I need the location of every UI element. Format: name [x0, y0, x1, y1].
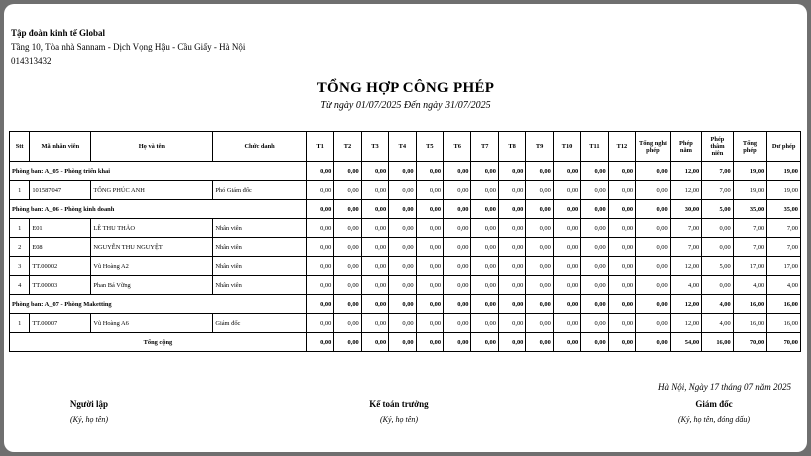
value-cell: 0,00 [702, 238, 734, 257]
department-row [10, 200, 801, 219]
column-header: T12 [608, 132, 635, 162]
value-cell: 0,00 [581, 238, 608, 257]
value-cell: 0,00 [553, 333, 580, 352]
employee-row [10, 314, 801, 333]
column-header: T7 [471, 132, 498, 162]
value-cell: 0,00 [526, 162, 553, 181]
value-cell: 0,00 [581, 257, 608, 276]
director-signature [654, 399, 774, 424]
value-cell: 0,00 [498, 219, 525, 238]
value-cell: 0,00 [334, 238, 361, 257]
value-cell: 0,00 [389, 238, 416, 257]
value-cell: 19,00 [733, 162, 767, 181]
value-cell: 0,00 [416, 181, 443, 200]
column-header: T10 [553, 132, 580, 162]
value-cell: 0,00 [389, 257, 416, 276]
value-cell: 0,00 [581, 162, 608, 181]
value-cell: 16,00 [767, 314, 801, 333]
value-cell: 0,00 [444, 314, 471, 333]
value-cell: 0,00 [498, 162, 525, 181]
value-cell: 0,00 [306, 314, 333, 333]
value-cell: 0,00 [389, 162, 416, 181]
value-cell: 19,00 [733, 181, 767, 200]
column-header: Tổng nghỉ phép [636, 132, 671, 162]
value-cell: 0,00 [389, 276, 416, 295]
accountant-role: Kế toán trưởng [369, 399, 429, 409]
value-cell: 0,00 [498, 200, 525, 219]
column-header: Họ và tên [91, 132, 213, 162]
table-body [10, 162, 801, 352]
value-cell: 0,00 [334, 257, 361, 276]
value-cell: 0,00 [608, 219, 635, 238]
row-number: 1 [10, 181, 30, 200]
value-cell: 0,00 [389, 314, 416, 333]
value-cell: 0,00 [498, 257, 525, 276]
value-cell: 0,00 [471, 333, 498, 352]
value-cell: 0,00 [389, 181, 416, 200]
value-cell: 0,00 [702, 276, 734, 295]
column-header: Chức danh [213, 132, 307, 162]
value-cell: 5,00 [702, 257, 734, 276]
value-cell: 0,00 [306, 162, 333, 181]
value-cell: 0,00 [416, 238, 443, 257]
value-cell: 0,00 [389, 295, 416, 314]
row-number: 4 [10, 276, 30, 295]
value-cell: 19,00 [767, 181, 801, 200]
value-cell: 7,00 [733, 238, 767, 257]
value-cell: 35,00 [767, 200, 801, 219]
value-cell: 0,00 [498, 295, 525, 314]
value-cell: 0,00 [416, 295, 443, 314]
total-row [10, 333, 801, 352]
company-address: Tầng 10, Tòa nhà Sannam - Dịch Vọng Hậu - Cầu Giấy - Hà Nội [11, 42, 246, 52]
value-cell: 0,00 [361, 238, 388, 257]
value-cell: 0,00 [608, 333, 635, 352]
value-cell: 0,00 [526, 276, 553, 295]
value-cell: 0,00 [553, 219, 580, 238]
row-number: 2 [10, 238, 30, 257]
employee-code: 101587047 [30, 181, 91, 200]
employee-title: Nhân viên [213, 276, 307, 295]
value-cell: 7,00 [733, 219, 767, 238]
value-cell: 0,00 [636, 257, 671, 276]
employee-code: TT.00007 [30, 314, 91, 333]
value-cell: 0,00 [471, 162, 498, 181]
value-cell: 0,00 [389, 333, 416, 352]
value-cell: 0,00 [416, 314, 443, 333]
value-cell: 0,00 [636, 295, 671, 314]
column-header: T11 [581, 132, 608, 162]
value-cell: 0,00 [334, 314, 361, 333]
value-cell: 4,00 [670, 276, 702, 295]
employee-row [10, 238, 801, 257]
employee-row [10, 219, 801, 238]
value-cell: 0,00 [636, 333, 671, 352]
value-cell: 0,00 [526, 200, 553, 219]
value-cell: 0,00 [334, 219, 361, 238]
value-cell: 0,00 [334, 200, 361, 219]
value-cell: 0,00 [416, 200, 443, 219]
column-header: Tổng phép [733, 132, 767, 162]
value-cell: 0,00 [444, 257, 471, 276]
employee-row [10, 276, 801, 295]
value-cell: 0,00 [334, 276, 361, 295]
value-cell: 0,00 [636, 219, 671, 238]
value-cell: 16,00 [733, 295, 767, 314]
value-cell: 0,00 [306, 200, 333, 219]
value-cell: 0,00 [608, 295, 635, 314]
employee-row [10, 257, 801, 276]
column-header: Phép năm [670, 132, 702, 162]
value-cell: 0,00 [636, 162, 671, 181]
value-cell: 0,00 [444, 162, 471, 181]
value-cell: 0,00 [471, 276, 498, 295]
preparer-signature [44, 399, 134, 424]
employee-name: TỐNG PHÚC ANH [91, 181, 213, 200]
value-cell: 0,00 [471, 238, 498, 257]
value-cell: 0,00 [361, 295, 388, 314]
value-cell: 0,00 [553, 257, 580, 276]
value-cell: 12,00 [670, 314, 702, 333]
value-cell: 0,00 [361, 219, 388, 238]
value-cell: 0,00 [636, 276, 671, 295]
employee-name: LÊ THU THẢO [91, 219, 213, 238]
value-cell: 0,00 [389, 219, 416, 238]
value-cell: 0,00 [361, 200, 388, 219]
value-cell: 12,00 [670, 295, 702, 314]
preparer-note: (Ký, họ tên) [70, 415, 108, 424]
value-cell: 0,00 [306, 238, 333, 257]
value-cell: 0,00 [526, 257, 553, 276]
value-cell: 0,00 [553, 276, 580, 295]
column-header: Dư phép [767, 132, 801, 162]
value-cell: 16,00 [733, 314, 767, 333]
value-cell: 0,00 [444, 200, 471, 219]
value-cell: 12,00 [670, 162, 702, 181]
value-cell: 0,00 [553, 162, 580, 181]
value-cell: 0,00 [636, 238, 671, 257]
column-header: T8 [498, 132, 525, 162]
value-cell: 0,00 [306, 295, 333, 314]
column-header: Mã nhân viên [30, 132, 91, 162]
value-cell: 0,00 [553, 314, 580, 333]
value-cell: 0,00 [334, 295, 361, 314]
value-cell: 4,00 [733, 276, 767, 295]
row-number: 1 [10, 314, 30, 333]
value-cell: 0,00 [306, 181, 333, 200]
value-cell: 0,00 [526, 219, 553, 238]
value-cell: 70,00 [767, 333, 801, 352]
value-cell: 0,00 [306, 276, 333, 295]
employee-title: Giám đốc [213, 314, 307, 333]
value-cell: 0,00 [498, 333, 525, 352]
value-cell: 0,00 [361, 257, 388, 276]
value-cell: 0,00 [636, 200, 671, 219]
department-label: Phòng ban: A_07 - Phòng Maketting [10, 295, 307, 314]
value-cell: 0,00 [608, 276, 635, 295]
value-cell: 0,00 [581, 314, 608, 333]
value-cell: 30,00 [670, 200, 702, 219]
value-cell: 0,00 [636, 181, 671, 200]
value-cell: 12,00 [670, 257, 702, 276]
value-cell: 0,00 [526, 333, 553, 352]
value-cell: 17,00 [733, 257, 767, 276]
employee-name: Phan Bá Vững [91, 276, 213, 295]
report-page [4, 4, 807, 452]
value-cell: 0,00 [444, 238, 471, 257]
value-cell: 12,00 [670, 181, 702, 200]
value-cell: 0,00 [444, 276, 471, 295]
employee-code: TT.00002 [30, 257, 91, 276]
value-cell: 19,00 [767, 162, 801, 181]
row-number: 3 [10, 257, 30, 276]
value-cell: 0,00 [416, 162, 443, 181]
value-cell: 0,00 [526, 295, 553, 314]
signature-date: Hà Nội, Ngày 17 tháng 07 năm 2025 [657, 382, 791, 392]
value-cell: 0,00 [608, 238, 635, 257]
value-cell: 4,00 [702, 295, 734, 314]
report-title: TỔNG HỢP CÔNG PHÉP [316, 80, 495, 96]
value-cell: 0,00 [444, 295, 471, 314]
value-cell: 7,00 [670, 238, 702, 257]
company-phone: 014313432 [11, 56, 52, 66]
value-cell: 70,00 [733, 333, 767, 352]
leave-summary-table [9, 131, 801, 352]
value-cell: 0,00 [334, 162, 361, 181]
value-cell: 0,00 [361, 276, 388, 295]
value-cell: 0,00 [608, 200, 635, 219]
value-cell: 0,00 [581, 200, 608, 219]
value-cell: 17,00 [767, 257, 801, 276]
employee-title: Nhân viên [213, 257, 307, 276]
value-cell: 35,00 [733, 200, 767, 219]
value-cell: 0,00 [306, 257, 333, 276]
value-cell: 7,00 [670, 219, 702, 238]
value-cell: 0,00 [416, 257, 443, 276]
value-cell: 0,00 [498, 238, 525, 257]
column-header: Phép thâm niên [702, 132, 734, 162]
column-header: T5 [416, 132, 443, 162]
value-cell: 7,00 [702, 181, 734, 200]
employee-title: Phó Giám đốc [213, 181, 307, 200]
value-cell: 16,00 [767, 295, 801, 314]
value-cell: 0,00 [581, 276, 608, 295]
column-header: Stt [10, 132, 30, 162]
value-cell: 7,00 [767, 219, 801, 238]
value-cell: 0,00 [553, 295, 580, 314]
department-row [10, 295, 801, 314]
value-cell: 0,00 [444, 333, 471, 352]
value-cell: 0,00 [334, 333, 361, 352]
value-cell: 0,00 [471, 181, 498, 200]
value-cell: 0,00 [553, 181, 580, 200]
value-cell: 0,00 [361, 314, 388, 333]
value-cell: 16,00 [702, 333, 734, 352]
employee-name: Vũ Hoàng A2 [91, 257, 213, 276]
employee-code: TT.00003 [30, 276, 91, 295]
value-cell: 5,00 [702, 200, 734, 219]
department-row [10, 162, 801, 181]
column-header: T3 [361, 132, 388, 162]
department-label: Phòng ban: A_06 - Phòng kinh doanh [10, 200, 307, 219]
total-label: Tổng cộng [10, 333, 307, 352]
employee-code: E08 [30, 238, 91, 257]
value-cell: 0,00 [306, 333, 333, 352]
company-name: Tập đoàn kinh tế Global [11, 28, 106, 38]
value-cell: 0,00 [636, 314, 671, 333]
column-header: T2 [334, 132, 361, 162]
value-cell: 0,00 [702, 219, 734, 238]
value-cell: 0,00 [471, 200, 498, 219]
column-header: T9 [526, 132, 553, 162]
column-header: T1 [306, 132, 333, 162]
employee-code: E01 [30, 219, 91, 238]
department-label: Phòng ban: A_05 - Phòng triển khai [10, 162, 307, 181]
value-cell: 7,00 [702, 162, 734, 181]
employee-title: Nhân viên [213, 238, 307, 257]
value-cell: 0,00 [608, 181, 635, 200]
value-cell: 0,00 [444, 181, 471, 200]
employee-title: Nhân viên [213, 219, 307, 238]
value-cell: 0,00 [498, 276, 525, 295]
value-cell: 0,00 [581, 219, 608, 238]
value-cell: 0,00 [416, 276, 443, 295]
preparer-role: Người lập [69, 399, 109, 409]
report-subtitle: Từ ngày 01/07/2025 Đến ngày 31/07/2025 [320, 100, 491, 111]
value-cell: 0,00 [361, 181, 388, 200]
value-cell: 0,00 [306, 219, 333, 238]
column-header: T6 [444, 132, 471, 162]
value-cell: 0,00 [471, 295, 498, 314]
employee-name: NGUYỄN THU NGUYỆT [91, 238, 213, 257]
value-cell: 0,00 [471, 314, 498, 333]
company-info [11, 26, 245, 68]
value-cell: 0,00 [361, 162, 388, 181]
value-cell: 0,00 [553, 200, 580, 219]
value-cell: 0,00 [334, 181, 361, 200]
value-cell: 0,00 [526, 314, 553, 333]
value-cell: 0,00 [444, 219, 471, 238]
value-cell: 4,00 [767, 276, 801, 295]
employee-name: Vũ Hoàng A6 [91, 314, 213, 333]
value-cell: 0,00 [608, 162, 635, 181]
value-cell: 0,00 [361, 333, 388, 352]
value-cell: 0,00 [581, 295, 608, 314]
value-cell: 0,00 [608, 257, 635, 276]
value-cell: 0,00 [471, 219, 498, 238]
value-cell: 0,00 [389, 200, 416, 219]
column-header: T4 [389, 132, 416, 162]
accountant-note: (Ký, họ tên) [380, 415, 418, 424]
value-cell: 0,00 [581, 333, 608, 352]
value-cell: 0,00 [553, 238, 580, 257]
table-header-row [10, 132, 801, 162]
value-cell: 0,00 [471, 257, 498, 276]
value-cell: 0,00 [416, 219, 443, 238]
accountant-signature [344, 399, 454, 424]
value-cell: 7,00 [767, 238, 801, 257]
value-cell: 0,00 [498, 181, 525, 200]
director-role: Giám đốc [695, 399, 733, 409]
row-number: 1 [10, 219, 30, 238]
director-note: (Ký, họ tên, đóng dấu) [678, 415, 750, 424]
value-cell: 0,00 [526, 238, 553, 257]
employee-row [10, 181, 801, 200]
value-cell: 54,00 [670, 333, 702, 352]
value-cell: 4,00 [702, 314, 734, 333]
value-cell: 0,00 [608, 314, 635, 333]
value-cell: 0,00 [581, 181, 608, 200]
value-cell: 0,00 [416, 333, 443, 352]
value-cell: 0,00 [498, 314, 525, 333]
value-cell: 0,00 [526, 181, 553, 200]
